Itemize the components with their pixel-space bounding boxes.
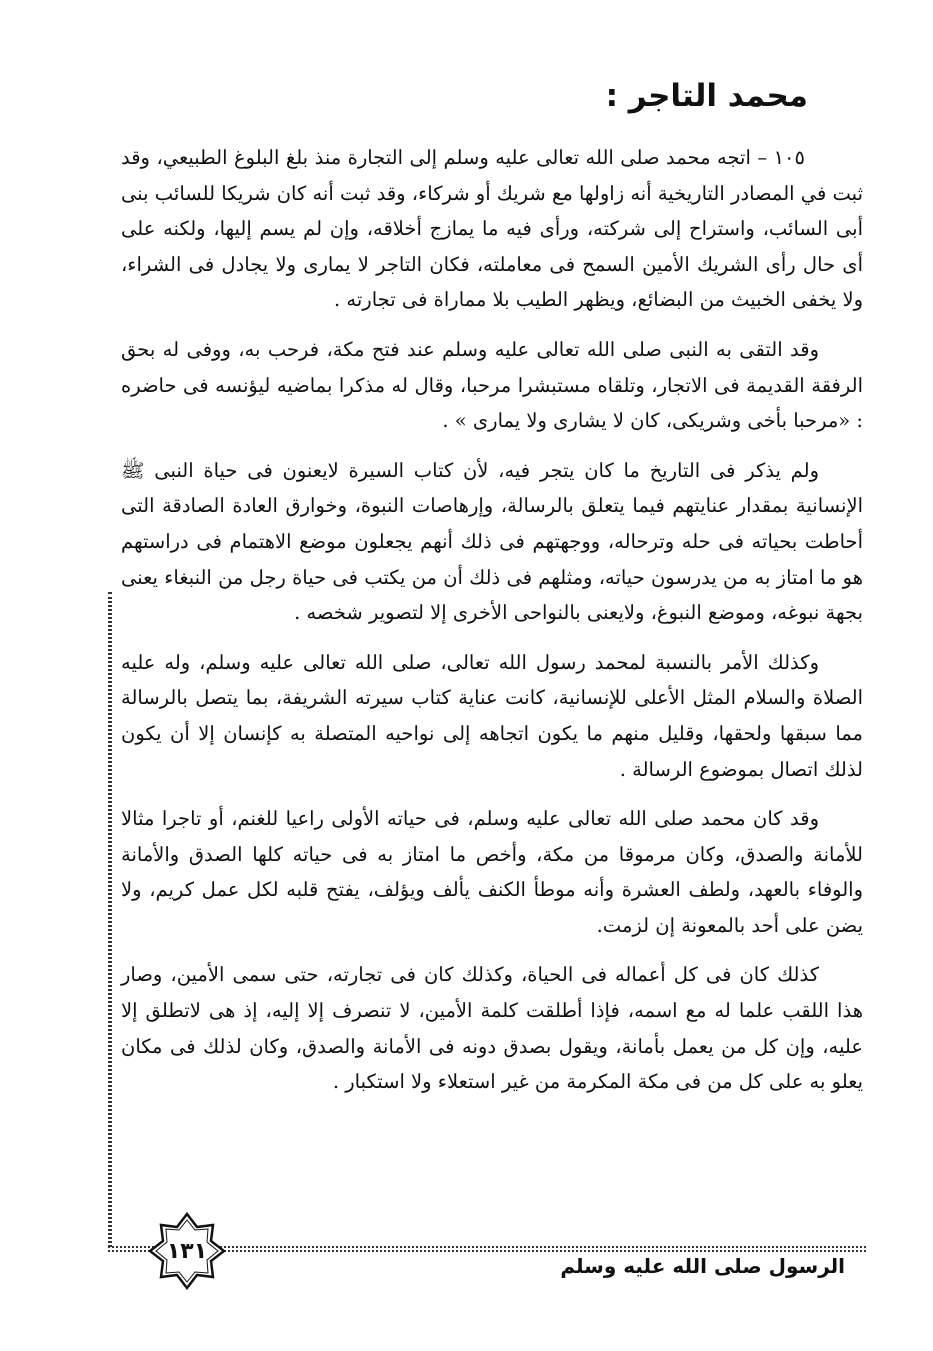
- running-footer-title: الرسول صلى الله عليه وسلم: [560, 1254, 845, 1278]
- paragraph-4: وكذلك الأمر بالنسبة لمحمد رسول الله تعالى، صلى الله تعالى عليه وسلم، وله عليه الصلاة والسلام المثل الأعلى للإنسانية، كانت عناية كتاب سيرته الشريفة، بما يتصل بالرسالة مما سبقها ولحقها، وقليل منهم ما يكون اتجاهه إلى نواحيه المتصلة به كإنسان إلا أن يكون لذلك اتصال بموضوع الرسالة .: [121, 650, 863, 781]
- paragraph-3: ولم يذكر فى التاريخ ما كان يتجر فيه، لأن كتاب السيرة لايعنون فى حياة النبى ﷺ الإنسانية بمقدار عنايتهم فيما يتعلق بالرسالة، وإرهاصات النبوة، وخوارق العادة الصادقة التى أحاطت بحياته فى حله وترحاله، ووجهتهم فى ذلك أنهم يجعلون موضع الاهتمام فى دراستهم هو ما امتاز به من يدرسون حياته، ومثلهم فى ذلك أن من يكتب فى حياة رجل من النبغاء يعنى بجهة نبوغه، وموضع النبوغ، ولايعنى بالنواحى الأخرى إلا لتصوير شخصه .: [121, 458, 863, 625]
- decorative-frame-left: [108, 592, 112, 1247]
- paragraph-1: ١٠٥ – اتجه محمد صلى الله تعالى عليه وسلم إلى التجارة منذ بلغ البلوغ الطبيعي، وقد ثبت في المصادر التاريخية أنه زاولها مع شريك أو شركاء، وقد ثبت أنه كان شريكا للسائب بنى أبى السائب، واستراح إلى شركته، ورأى فيه ما يمازج أخلاقه، وإن لم يسم إليها، ولكنه على أى حال رأى الشريك الأمين السمح فى معاملته، فكان التاجر لا يمارى ولا يجادل فى الشراء، ولا يخفى الخبيث من البضائع، ويظهر الطيب بلا مماراة فى تجارته .: [121, 146, 863, 312]
- page-number: ١٣١: [166, 1238, 208, 1264]
- section-title: محمد التاجر :: [605, 78, 808, 114]
- paragraph-2: وقد التقى به النبى صلى الله تعالى عليه وسلم عند فتح مكة، فرحب به، ووفى له بحق الرفقة القديمة فى الاتجار، وتلقاه مستبشرا مرحبا، وقال له مذكرا بماضيه ليؤنسه فى حاضره : «مرحبا بأخى وشريكى، كان لا يشارى ولا يمارى » .: [121, 337, 863, 433]
- page-body: [121, 140, 863, 1114]
- paragraph-5: وقد كان محمد صلى الله تعالى عليه وسلم، فى حياته الأولى راعيا للغنم، أو تاجرا مثالا للأمانة والصدق، وكان مرموقا من مكة، وأخص ما امتاز به فى حياته كلها الصدق والأمانة والوفاء بالعهد، ولطف العشرة وأنه موطأ الكنف يألف ويؤلف، يفتح قلبه لكل عمل كريم، ولا يضن على أحد بالمعونة إن لزمت.: [121, 807, 863, 937]
- paragraph-6: كذلك كان فى كل أعماله فى الحياة، وكذلك كان فى تجارته، حتى سمى الأمين، وصار هذا اللقب علما له مع اسمه، فإذا أطلقت كلمة الأمين، لا تنصرف إلا إليه، إذ هى لاتطلق إلا عليه، وإن كل من يعمل بأمانة، ويقول بصدق دونه فى الأمانة والصدق، وكان لذلك فى مكان يعلو به على كل من فى مكة المكرمة من غير استعلاء ولا استكبار .: [121, 963, 863, 1094]
